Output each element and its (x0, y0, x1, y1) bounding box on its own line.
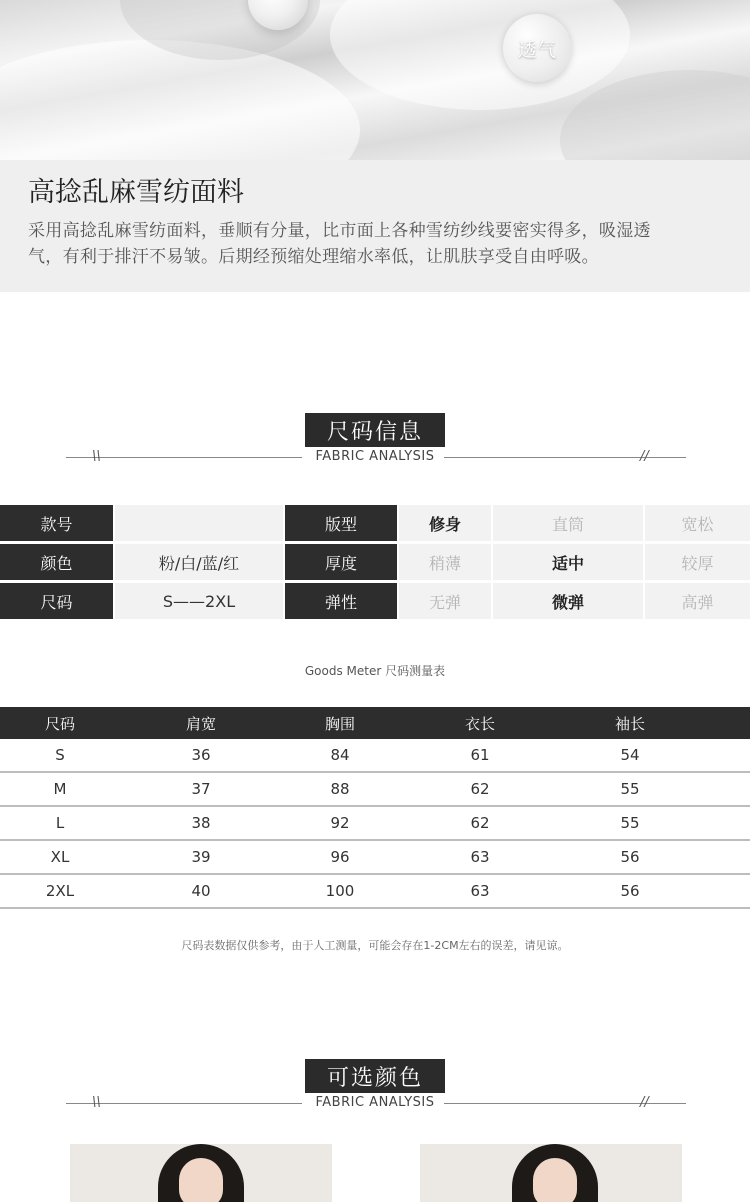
divider-line (66, 1103, 302, 1104)
cell-sleeve: 56 (620, 848, 640, 866)
product-info-table (0, 505, 750, 622)
cell-size: M (53, 780, 67, 798)
table-row (0, 841, 750, 875)
size-info-header (0, 413, 750, 473)
info-label: 颜色 (0, 544, 113, 580)
cell-length: 63 (470, 848, 490, 866)
header-shoulder: 肩宽 (185, 714, 216, 733)
breathable-badge (503, 14, 571, 82)
info-value: S——2XL (115, 583, 283, 619)
info-row-size (0, 583, 750, 622)
header-sleeve: 袖长 (614, 714, 645, 733)
divider-line (66, 457, 302, 458)
info-label: 款号 (0, 505, 113, 541)
color-options-title: 可选颜色 (305, 1059, 445, 1093)
cell-shoulder: 38 (191, 814, 211, 832)
size-info-subtitle: FABRIC ANALYSIS (315, 449, 435, 464)
double-slash-icon: // (640, 449, 649, 464)
table-row (0, 773, 750, 807)
option-straight: 直筒 (493, 505, 643, 541)
color-options-header (0, 1059, 750, 1119)
option-medium: 适中 (493, 544, 643, 580)
color-options-subtitle: FABRIC ANALYSIS (315, 1095, 435, 1110)
info-attr: 厚度 (285, 544, 397, 580)
fabric-hero-image (0, 0, 750, 160)
cell-shoulder: 37 (191, 780, 211, 798)
cell-length: 62 (470, 780, 490, 798)
breathable-badge-text: 透气 (517, 38, 556, 61)
info-row-style (0, 505, 750, 544)
cell-length: 63 (470, 882, 490, 900)
option-thin: 稍薄 (399, 544, 491, 580)
cell-sleeve: 55 (620, 780, 640, 798)
size-table-note: 尺码表数据仅供参考，由于人工测量，可能会存在1-2CM左右的误差，请见谅。 (181, 939, 569, 952)
size-table-header (0, 707, 750, 739)
cell-shoulder: 39 (191, 848, 211, 866)
cell-size: S (55, 746, 65, 764)
cell-chest: 100 (325, 882, 355, 900)
info-attr: 版型 (285, 505, 397, 541)
double-slash-icon: \\ (92, 449, 101, 464)
model-face (533, 1158, 577, 1202)
divider-line (444, 457, 686, 458)
info-value (115, 505, 283, 541)
double-slash-icon: // (640, 1095, 649, 1110)
info-value: 粉/白/蓝/红 (115, 544, 283, 580)
header-size: 尺码 (44, 714, 75, 733)
model-photo[interactable] (420, 1144, 682, 1202)
cell-shoulder: 36 (191, 746, 211, 764)
table-row (0, 875, 750, 909)
fabric-description-panel (0, 160, 750, 292)
info-attr: 弹性 (285, 583, 397, 619)
cell-size: XL (50, 848, 70, 866)
cell-chest: 88 (330, 780, 350, 798)
size-info-title: 尺码信息 (305, 413, 445, 447)
fabric-description-line: 采用高捻乱麻雪纺面料，垂顺有分量，比市面上各种雪纺纱线要密实得多，吸湿透 (28, 221, 651, 241)
divider-line (444, 1103, 686, 1104)
option-high-stretch: 高弹 (645, 583, 750, 619)
fabric-description-line: 气，有利于排汗不易皱。后期经预缩处理缩水率低，让肌肤享受自由呼吸。 (28, 247, 599, 267)
option-no-stretch: 无弹 (399, 583, 491, 619)
option-slim: 修身 (399, 505, 491, 541)
header-chest: 胸围 (324, 714, 355, 733)
cell-size: L (55, 814, 65, 832)
option-thick: 较厚 (645, 544, 750, 580)
fabric-description (28, 218, 722, 270)
size-table-caption: Goods Meter 尺码测量表 (304, 664, 446, 678)
cell-length: 61 (470, 746, 490, 764)
cell-sleeve: 54 (620, 746, 640, 764)
fabric-title: 高捻乱麻雪纺面料 (28, 177, 244, 208)
cell-chest: 96 (330, 848, 350, 866)
model-face (179, 1158, 223, 1202)
info-row-color (0, 544, 750, 583)
double-slash-icon: \\ (92, 1095, 101, 1110)
header-length: 衣长 (464, 714, 495, 733)
cell-chest: 92 (330, 814, 350, 832)
info-label: 尺码 (0, 583, 113, 619)
cell-sleeve: 56 (620, 882, 640, 900)
cell-length: 62 (470, 814, 490, 832)
cell-sleeve: 55 (620, 814, 640, 832)
model-photo[interactable] (70, 1144, 332, 1202)
table-row (0, 807, 750, 841)
size-measurement-table (0, 707, 750, 909)
table-row (0, 739, 750, 773)
option-slight-stretch: 微弹 (493, 583, 643, 619)
cell-size: 2XL (45, 882, 75, 900)
option-loose: 宽松 (645, 505, 750, 541)
cell-chest: 84 (330, 746, 350, 764)
cell-shoulder: 40 (191, 882, 211, 900)
